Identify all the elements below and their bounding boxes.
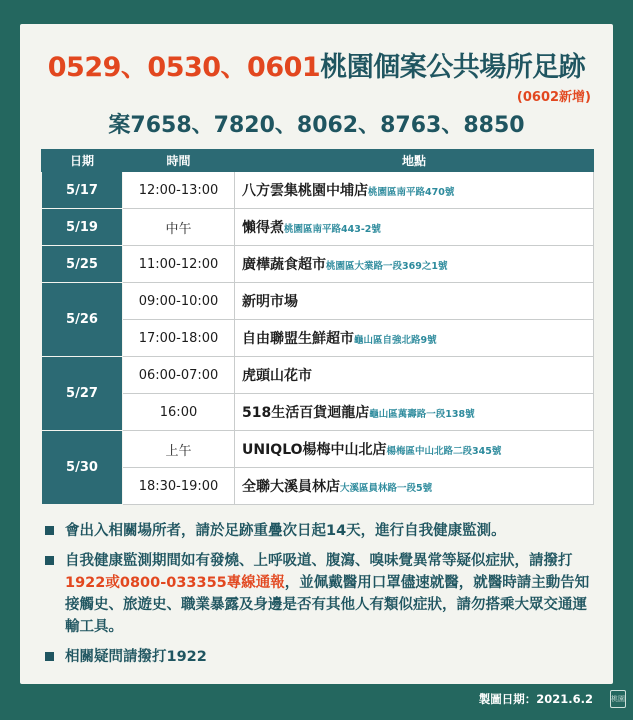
place-cell	[235, 468, 594, 505]
place-cell	[235, 172, 594, 209]
place-address: 桃園區南平路470號	[368, 187, 455, 198]
table-row	[42, 468, 594, 505]
square-bullet-icon	[45, 556, 54, 565]
place-name: 廣樺蔬食超市	[242, 257, 326, 273]
place-address: 桃園區大業路一段369之1號	[326, 261, 448, 272]
note-text: 會出入相關場所者，請於足跡重疊次日起14天，進行自我健康監測。	[65, 523, 506, 539]
place-name: 新明市場	[242, 294, 298, 310]
place-name: 自由聯盟生鮮超市	[242, 331, 354, 347]
notes-section	[45, 520, 600, 676]
note-item	[45, 646, 600, 668]
place-address: 桃園區南平路443-2號	[284, 224, 381, 235]
place-name: 全聯大溪員林店	[242, 479, 340, 495]
place-cell	[235, 246, 594, 283]
time-cell: 上午	[123, 431, 235, 468]
place-cell	[235, 394, 594, 431]
header-date: 日期	[42, 150, 123, 172]
header-place: 地點	[235, 150, 594, 172]
note-text: 相關疑問請撥打1922	[65, 649, 207, 665]
place-address: 龜山區自強北路9號	[354, 335, 437, 346]
note-text-cont: ，並佩戴醫用口罩儘速就醫，就醫時請主動告知接觸史、旅遊史、職業暴露及身邊是否有其他人有類似症狀，請勿搭乘大眾交通運輸工具。	[65, 575, 590, 635]
time-cell: 中午	[123, 209, 235, 246]
page-title	[0, 45, 633, 84]
place-cell	[235, 431, 594, 468]
table-row	[42, 431, 594, 468]
date-cell: 5/17	[42, 172, 123, 209]
place-cell	[235, 320, 594, 357]
case-numbers: 案7658、7820、8062、8763、8850	[108, 113, 525, 138]
title-text: 桃園個案公共場所足跡	[320, 52, 586, 83]
time-cell: 09:00-10:00	[123, 283, 235, 320]
date-cell: 5/19	[42, 209, 123, 246]
note-item	[45, 550, 600, 638]
seal-logo: 桃園	[610, 690, 626, 708]
table-row	[42, 209, 594, 246]
place-name: 八方雲集桃園中埔店	[242, 183, 368, 199]
footprint-table	[41, 149, 594, 505]
place-cell	[235, 357, 594, 394]
time-cell: 16:00	[123, 394, 235, 431]
table-row	[42, 283, 594, 320]
date-cell: 5/25	[42, 246, 123, 283]
note-item	[45, 520, 600, 542]
table-row	[42, 357, 594, 394]
table-row	[42, 246, 594, 283]
square-bullet-icon	[45, 652, 54, 661]
table-row	[42, 172, 594, 209]
time-cell: 18:30-19:00	[123, 468, 235, 505]
place-address: 龜山區萬壽路一段138號	[369, 409, 475, 420]
note-text: 自我健康監測期間如有發燒、上呼吸道、腹瀉、嗅味覺異常等疑似症狀，請撥打	[65, 553, 573, 569]
place-name: UNIQLO楊梅中山北店	[242, 442, 387, 458]
time-cell: 12:00-13:00	[123, 172, 235, 209]
time-cell: 06:00-07:00	[123, 357, 235, 394]
time-cell: 17:00-18:00	[123, 320, 235, 357]
place-address: 大溪區員林路一段5號	[340, 483, 433, 494]
header-time: 時間	[123, 150, 235, 172]
place-name: 虎頭山花市	[242, 368, 312, 384]
table-header-row	[42, 150, 594, 172]
update-badge: (0602新增)	[516, 90, 591, 105]
date-cell: 5/30	[42, 431, 123, 505]
place-name: 518生活百貨迴龍店	[242, 405, 370, 421]
table-row	[42, 394, 594, 431]
title-dates: 0529、0530、0601	[47, 52, 321, 83]
hotline-highlight: 1922或0800-033355專線通報	[65, 575, 285, 591]
made-date: 製圖日期：2021.6.2	[478, 692, 593, 706]
square-bullet-icon	[45, 526, 54, 535]
time-cell: 11:00-12:00	[123, 246, 235, 283]
place-cell	[235, 283, 594, 320]
date-cell: 5/26	[42, 283, 123, 357]
place-cell	[235, 209, 594, 246]
table-row	[42, 320, 594, 357]
place-address: 楊梅區中山北路二段345號	[386, 446, 502, 457]
place-name: 懶得煮	[242, 220, 284, 236]
date-cell: 5/27	[42, 357, 123, 431]
